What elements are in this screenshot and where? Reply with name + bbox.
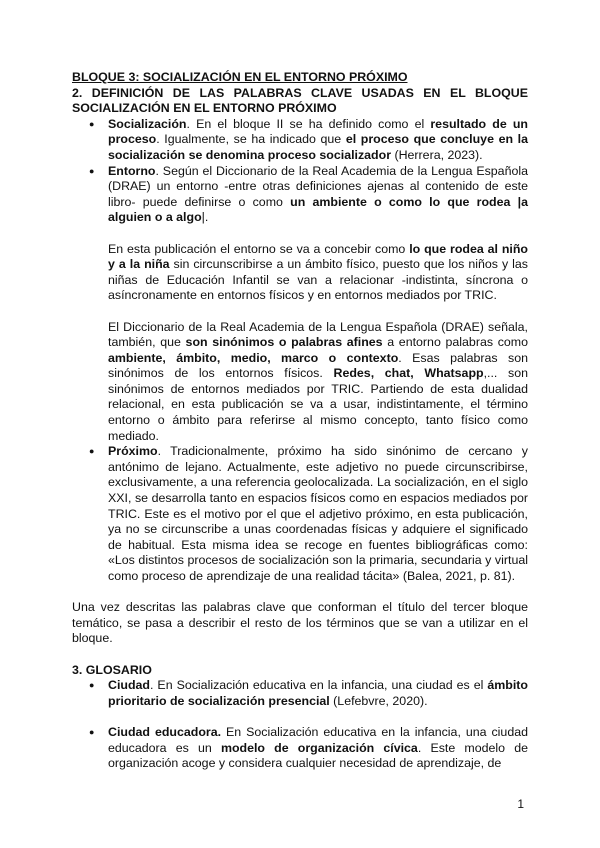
list-item-socializacion: ● Socialización. En el bloque II se ha definido como el resultado de un proceso. Igualmente, se ha indicado que el proceso que concluye en la socialización se denomina proceso socializador (Herrera, 2023). (72, 117, 528, 164)
term-ciudad: Ciudad (108, 678, 150, 693)
entorno-paragraph-2: En esta publicación el entorno se va a concebir como lo que rodea al niño y a la niña sin circunscribirse a un ámbito físico, puesto que los niños y las niñas de Educación Infantil se van a relacionar -indistinta, síncrona o asíncronamente en entornos físicos y en entornos mediados por TRIC. (108, 241, 528, 303)
term-socializacion: Socialización (108, 116, 187, 131)
entorno-paragraph-1: ● Entorno. Según el Diccionario de la Real Academia de la Lengua Española (DRAE) un entorno -entre otras definiciones ajenas al contenido de este libro- puede definirse o como un ambiente o como lo que rodea |a alguien o a algo|. (108, 163, 528, 225)
list-item-proximo: ● Próximo. Tradicionalmente, próximo ha sido sinónimo de cercano y antónimo de lejano. Actualmente, este adjetivo no puede circunscribirse, exclusivamente, a una referencia geolocalizada. La socialización, en el siglo XXI, se desarrolla tanto en espacios físicos como en espacios mediados por TRIC. Este es el motivo por el que el adjetivo próximo, en esta publicación, ya no se circunscribe a unas coordenadas físicas y adquiere el significado de habitual. Esta misma idea se recoge en fuentes bibliográficas como: «Los distintos procesos de socialización son la primaria, secundaria y virtual como proceso de aprendizaje de una realidad tácita» (Balea, 2021, p. 81). (72, 444, 528, 584)
glossary-list (72, 678, 528, 772)
document-page (72, 70, 528, 772)
section-2-title: 2. DEFINICIÓN DE LAS PALABRAS CLAVE USADAS EN EL BLOQUE SOCIALIZACIÓN EN EL ENTORNO PRÓXIMO (72, 85, 528, 116)
list-item-ciudad-educadora: ● Ciudad educadora. En Socialización educativa en la infancia, una ciudad educadora es un modelo de organización cívica. Este modelo de organización acoge y considera cualquier necesidad de aprendizaje, de (72, 725, 528, 772)
term-ciudad-educadora: Ciudad educadora. (108, 724, 222, 739)
list-item-ciudad: ● Ciudad. En Socialización educativa en la infancia, una ciudad es el ámbito prioritario de socialización presencial (Lefebvre, 2020). (72, 678, 528, 709)
entorno-paragraph-3: El Diccionario de la Real Academia de la Lengua Española (DRAE) señala, también, que son sinónimos o palabras afines a entorno palabras como ambiente, ámbito, medio, marco o contexto. Esas palabras son sinónimos de los entornos físicos. Redes, chat, Whatsapp,... son sinónimos de entornos mediados por TRIC. Partiendo de esta dualidad relacional, en esta publicación se va a usar, indistintamente, el término entorno o ámbito para referirse al mismo concepto, tanto físico como mediado. (108, 319, 529, 443)
block-title: BLOQUE 3: SOCIALIZACIÓN EN EL ENTORNO PRÓXIMO (72, 70, 408, 84)
list-item-entorno (72, 164, 528, 445)
term-proximo: Próximo (108, 444, 158, 459)
section-3-title: 3. GLOSARIO (72, 662, 152, 677)
term-entorno: Entorno (108, 163, 156, 178)
keywords-list (72, 117, 528, 585)
closing-paragraph: Una vez descritas las palabras clave que conforman el título del tercer bloque temático, se pasa a describir el resto de los términos que se van a utilizar en el bloque. (72, 600, 528, 646)
page-number: 1 (517, 797, 524, 811)
